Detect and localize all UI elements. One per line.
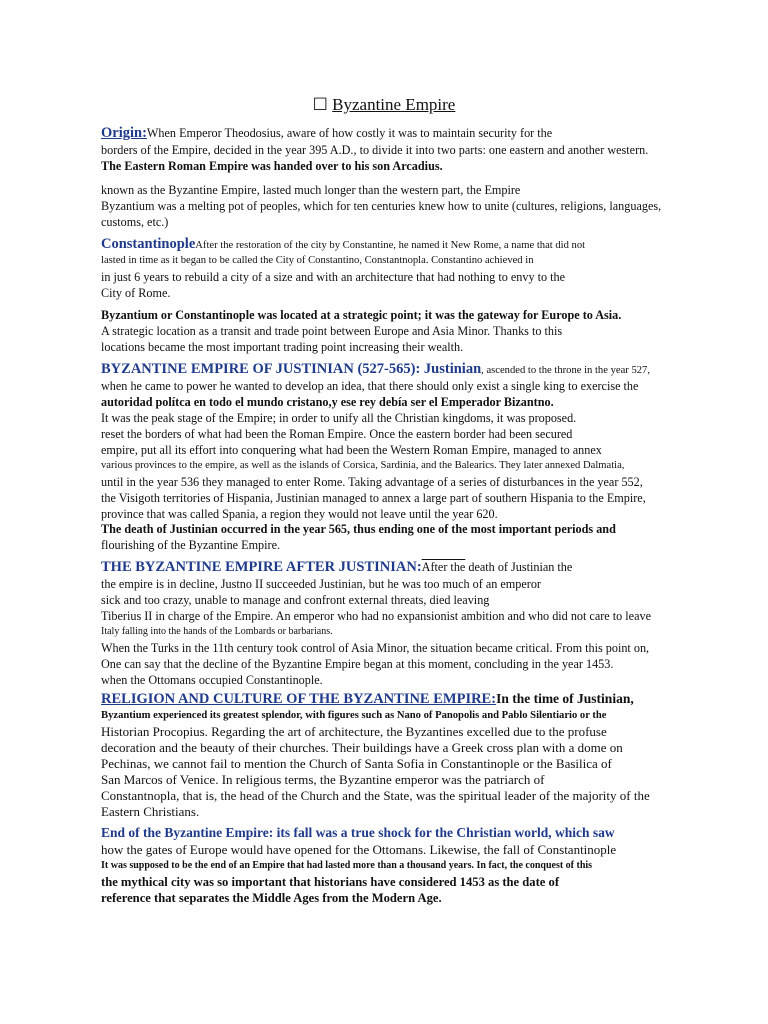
justinian-death-line-2: flourishing of the Byzantine Empire. (101, 538, 281, 552)
justinian-death-line-1: The death of Justinian occurred in the year 565, thus ending one of the most important periods and (101, 522, 616, 536)
after-justinian-section (101, 558, 701, 688)
constantinople-heading: Constantinople (101, 236, 196, 252)
justinian-line-7: various provinces to the empire, as well as the islands of Corsica, Sardinia, and the Balearics. They later annexed Dalmatia, (101, 460, 625, 471)
checkbox-icon: ☐ (312, 95, 328, 114)
religion-line-5: Pechinas, we cannot fail to mention the Church of Santa Sofia in Constantinople or the Basilica of (101, 756, 612, 771)
after-line-1b: death of Justinian the (465, 560, 573, 574)
end-section (101, 824, 701, 906)
after-line-5: Italy falling into the hands of the Lombards or barbarians. (101, 626, 333, 637)
justinian-line-6: empire, put all its effort into conquering what had been the Western Roman Empire, managed to annex (101, 443, 602, 457)
origin-section (101, 124, 701, 174)
end-heading: End of the Byzantine Empire: its fall was a true shock for the Christian world, which saw (101, 825, 615, 840)
religion-line-4: decoration and the beauty of their churches. Their buildings have a Greek cross plan with a dome on (101, 740, 623, 755)
justinian-section (101, 360, 701, 522)
religion-line-7: Constantnopla, that is, the head of the Church and the State, was the spiritual leader of the majority of the (101, 788, 650, 803)
constantinople-line-6: A strategic location as a transit and trade point between Europe and Asia Minor. Thanks to this (101, 324, 563, 338)
after-justinian-heading: THE BYZANTINE EMPIRE AFTER JUSTINIAN: (101, 559, 422, 575)
origin-line-3: The Eastern Roman Empire was handed over to his son Arcadius. (101, 159, 443, 173)
justinian-line-10: province that was called Spania, a region they would not leave until the year 620. (101, 507, 498, 521)
religion-line-6: San Marcos of Venice. In religious terms, the Byzantine emperor was the patriarch of (101, 772, 545, 787)
end-line-5: reference that separates the Middle Ages from the Modern Age. (101, 891, 442, 905)
justinian-line-9: the Visigoth territories of Hispania, Justinian managed to annex a large part of southern Hispania to the Empire, (101, 491, 646, 505)
after-line-4: Tiberius II in charge of the Empire. An emperor who had no expansionist ambition and who did not care to leave (101, 609, 652, 623)
justinian-line-3: autoridad polítca en todo el mundo cristano,y ese rey debía ser el Emperador Bizantno. (101, 395, 554, 409)
origin-line-1: When Emperor Theodosius, aware of how costly it was to maintain security for the (146, 126, 553, 140)
justinian-heading: BYZANTINE EMPIRE OF JUSTINIAN (527-565): Justinian (101, 361, 482, 377)
constantinople-section (101, 235, 701, 301)
origin-p2-line-2: Byzantium was a melting pot of peoples, which for ten centuries knew how to unite (cultures, religions, languages, (101, 199, 662, 213)
constantinople-line-7: locations became the most important trading point increasing their wealth. (101, 340, 464, 354)
constantinople-line-1: After the restoration of the city by Constantine, he named it New Rome, a name that did not (195, 240, 586, 251)
religion-line-1: In the time of Justinian, (496, 691, 634, 706)
after-line-2: the empire is in decline, Justno II succeeded Justinian, but he was too much of an emperor (101, 577, 541, 591)
religion-line-8: Eastern Christians. (101, 804, 200, 819)
end-line-3: It was supposed to be the end of an Empire that had lasted more than a thousand years. In fact, the conquest of this (101, 860, 593, 871)
after-line-1a: After the (421, 560, 466, 574)
end-line-4: the mythical city was so important that historians have considered 1453 as the date of (101, 875, 560, 889)
page-title (0, 95, 768, 115)
justinian-line-2: when he came to power he wanted to develop an idea, that there should only exist a single king to exercise the (101, 379, 639, 393)
religion-line-3: Historian Procopius. Regarding the art of architecture, the Byzantines excelled due to the profuse (101, 724, 607, 739)
religion-section (101, 690, 701, 820)
end-line-2: how the gates of Europe would have opened for the Ottomans. Likewise, the fall of Constantinople (101, 842, 617, 857)
origin-p2-line-1: known as the Byzantine Empire, lasted much longer than the western part, the Empire (101, 183, 521, 197)
after-line-8: when the Ottomans occupied Constantinople. (101, 673, 323, 687)
after-line-7: One can say that the decline of the Byzantine Empire began at this moment, concluding in the year 1453. (101, 657, 614, 671)
justinian-line-8: until in the year 536 they managed to enter Rome. Taking advantage of a series of disturbances in the year 552, (101, 475, 643, 489)
constantinople-line-2: lasted in time as it began to be called the City of Constantino, Constantnopla. Constantino achieved in (101, 255, 534, 266)
page-title-text: Byzantine Empire (332, 95, 456, 114)
constantinople-bold-line: Byzantium or Constantinople was located at a strategic point; it was the gateway for Europe to Asia. (101, 308, 622, 322)
constantinople-line-3: in just 6 years to rebuild a city of a size and with an architecture that had nothing to envy to the (101, 270, 566, 284)
religion-line-2: Byzantium experienced its greatest splendor, with figures such as Nano of Panopolis and Pablo Silentiario or the (101, 710, 607, 721)
justinian-line-1: , ascended to the throne in the year 527, (481, 365, 650, 376)
after-line-6: When the Turks in the 11th century took control of Asia Minor, the situation became critical. From this point on, (101, 641, 650, 655)
constantinople-strategic (101, 307, 701, 355)
constantinople-line-4: City of Rome. (101, 286, 171, 300)
origin-heading: Origin: (101, 125, 147, 141)
origin-paragraph-2 (101, 182, 701, 230)
justinian-line-4: It was the peak stage of the Empire; in order to unify all the Christian kingdoms, it was proposed. (101, 411, 577, 425)
after-line-3: sick and too crazy, unable to manage and confront external threats, died leaving (101, 593, 490, 607)
religion-heading: RELIGION AND CULTURE OF THE BYZANTINE EMPIRE: (101, 691, 497, 707)
justinian-line-5: reset the borders of what had been the Roman Empire. Once the eastern border had been secured (101, 427, 573, 441)
justinian-death (101, 521, 701, 553)
origin-line-2: borders of the Empire, decided in the year 395 A.D., to divide it into two parts: one eastern and another western. (101, 143, 649, 157)
origin-p2-line-3: customs, etc.) (101, 215, 169, 229)
